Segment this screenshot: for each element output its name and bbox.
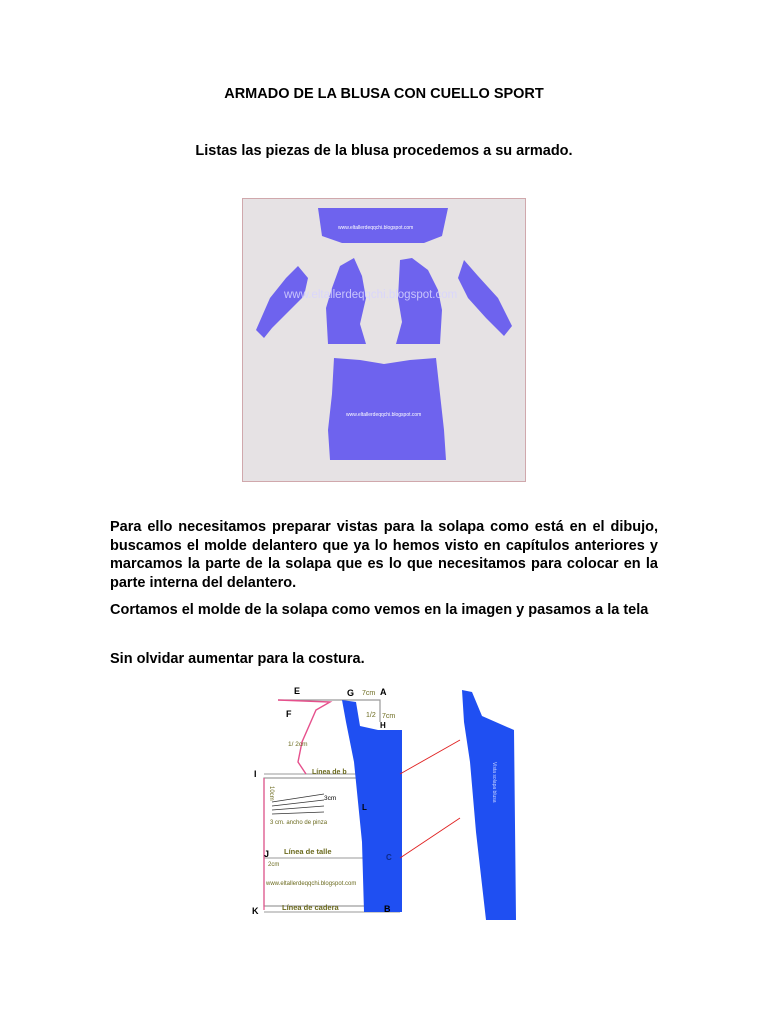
facing-front-strip (380, 730, 402, 912)
letter-b: B (384, 904, 391, 914)
guide-line-top (400, 740, 460, 774)
label-linea-talle: Línea de talle (284, 847, 332, 856)
letter-a: A (380, 687, 387, 697)
label-2cm: 2cm (268, 862, 280, 868)
label-watermark: www.eltallerdeqqchi.blogspot.com (266, 881, 357, 887)
paragraph-3: Sin olvidar aumentar para la costura. (110, 651, 365, 667)
big-watermark: www.eltallerdeqqchi.blogspot.com (284, 289, 458, 301)
back-watermark: www.eltallerdeqqchi.blogspot.com (346, 412, 422, 418)
dart-lines (272, 794, 324, 814)
label-linea-cadera: Línea de cadera (282, 903, 339, 912)
label-7cm-right: 7cm (382, 713, 396, 720)
label-pinza: 3 cm. ancho de pinza (270, 820, 328, 826)
label-3cm: 3cm (324, 795, 337, 802)
front-pattern-figure (250, 682, 530, 922)
letter-f: F (286, 709, 292, 719)
label-1-2cm: 1/ 2cm (288, 741, 308, 748)
separate-facing-piece (462, 690, 516, 920)
vista-label: Vista solapa blusa (491, 762, 497, 803)
blouse-pieces-figure (242, 198, 526, 482)
letter-e: E (294, 686, 301, 696)
letter-i: I (254, 769, 257, 779)
label-half: 1/2 (366, 712, 376, 719)
label-10cm: 10cm (268, 786, 274, 801)
label-7cm-top: 7cm (362, 690, 376, 697)
letter-g: G (347, 688, 355, 698)
back-piece (328, 358, 446, 460)
label-linea-busto: Línea de b (312, 769, 347, 776)
guide-line-bottom (400, 818, 460, 858)
letter-l: L (362, 803, 367, 812)
paragraph-2: Cortamos el molde de la solapa como vemos en la imagen y pasamos a la tela (110, 602, 649, 618)
letter-h: H (380, 721, 386, 730)
letter-c: C (386, 853, 392, 862)
paragraph-1: Para ello necesitamos preparar vistas para la solapa como está en el dibujo, buscamos el molde delantero que ya lo hemos visto en capítulos anteriores y marcamos la parte de la solapa que es lo que necesitamos para colocar en la parte interna del delantero. (110, 519, 658, 591)
letter-k: K (252, 906, 259, 916)
document-title: ARMADO DE LA BLUSA CON CUELLO SPORT (224, 86, 544, 102)
document-subtitle: Listas las piezas de la blusa procedemos a su armado. (195, 143, 573, 159)
letter-j: J (264, 849, 270, 859)
collar-watermark: www.eltallerdeqqchi.blogspot.com (338, 225, 414, 231)
